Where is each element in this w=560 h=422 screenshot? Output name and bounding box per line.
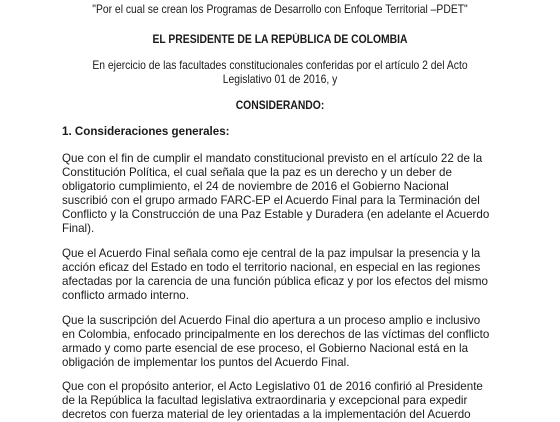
paragraph-line: acción eficaz del Estado en todo el territorio nacional, en especial en las regiones bbox=[62, 261, 481, 274]
paragraph-line: obligación de implementar los puntos del Acuerdo Final. bbox=[62, 356, 350, 369]
paragraph-line: Final). bbox=[62, 222, 95, 235]
authority-line-2: Legislativo 01 de 2016, y bbox=[222, 73, 338, 86]
authority-line-1: En ejercicio de las facultades constitucionales conferidas por el artículo 2 del Acto bbox=[92, 59, 468, 72]
paragraph-line: armado y como parte esencial de ese proceso, el Gobierno Nacional está en la bbox=[62, 342, 469, 355]
section-heading: 1. Consideraciones generales: bbox=[62, 125, 230, 138]
paragraph-line: obligatorio cumplimiento, el 24 de noviembre de 2016 el Gobierno Nacional bbox=[62, 180, 449, 193]
paragraph-line: en Colombia, enfocado principalmente en los derechos de las víctimas del conflicto bbox=[62, 328, 490, 341]
paragraph-line: Que el Acuerdo Final señala como eje central de la paz impulsar la presencia y la bbox=[62, 247, 481, 260]
paragraph-line: Que con el propósito anterior, el Acto Legislativo 01 de 2016 confirió al Presidente bbox=[62, 380, 483, 393]
paragraph-line: Constitución Política, el cual señala que la paz es un derecho y un deber de bbox=[62, 166, 452, 179]
paragraph-line: Que la suscripción del Acuerdo Final dio apertura a un proceso amplio e inclusivo bbox=[62, 314, 481, 327]
paragraph-line: conflicto armado interno. bbox=[62, 289, 189, 302]
paragraph-line: afectadas por la carencia de una función pública eficaz y por los efectos del mismo bbox=[62, 275, 488, 288]
issuer-heading: EL PRESIDENTE DE LA REPÚBLICA DE COLOMBIA bbox=[152, 33, 408, 46]
considering-heading: CONSIDERANDO: bbox=[235, 99, 325, 112]
paragraph-line: decretos con fuerza material de ley orientadas a la implementación del Acuerdo bbox=[62, 408, 471, 421]
paragraph-line: Que con el fin de cumplir el mandato constitucional previsto en el artículo 22 de la bbox=[62, 152, 483, 165]
paragraph-line: de la República la facultad legislativa extraordinaria y excepcional para expedir bbox=[62, 394, 468, 407]
decree-subtitle: "Por el cual se crean los Programas de Desarrollo con Enfoque Territorial –PDET" bbox=[92, 3, 468, 16]
paragraph-line: suscribió con el grupo armado FARC-EP el Acuerdo Final para la Terminación del bbox=[62, 194, 480, 207]
paragraph-line: Conflicto y la Construcción de una Paz Estable y Duradera (en adelante el Acuerdo bbox=[62, 208, 490, 221]
